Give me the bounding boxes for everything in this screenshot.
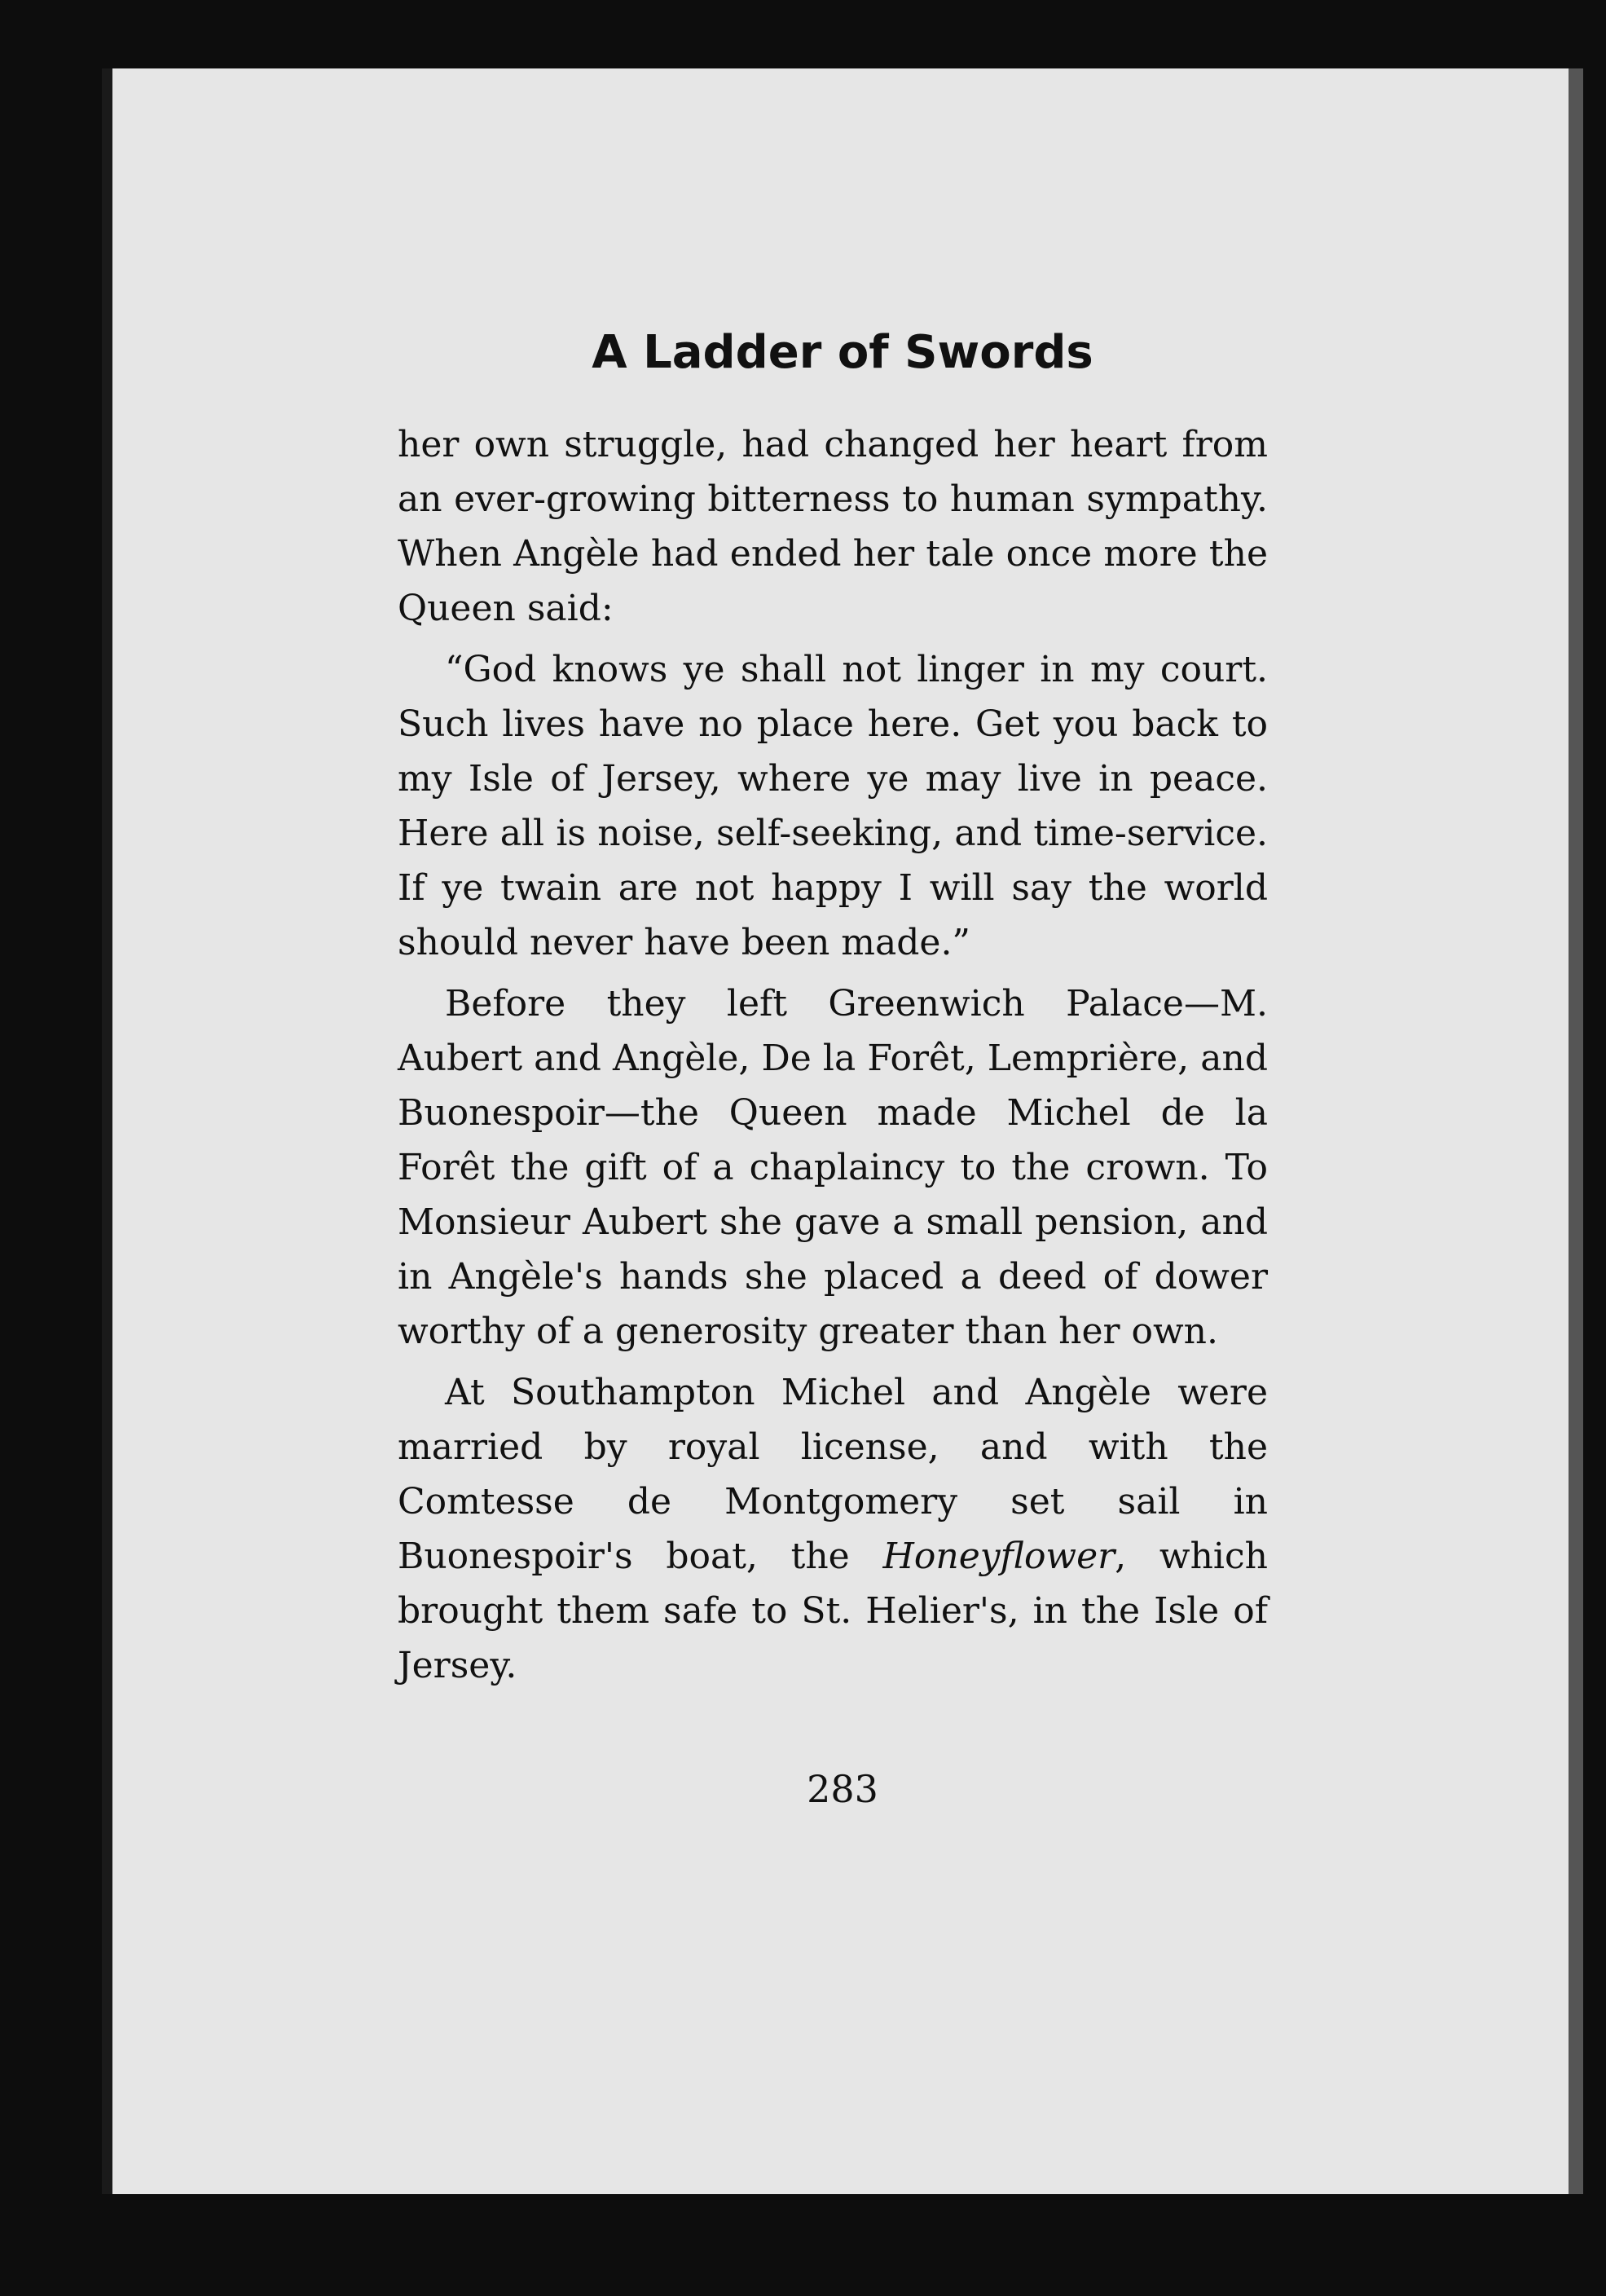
ship-name: Honeyflower xyxy=(882,1536,1115,1577)
paragraph-4 xyxy=(398,1365,1268,1693)
body-text xyxy=(398,417,1268,1699)
running-head: A Ladder of Swords xyxy=(592,326,1093,379)
page-number: 283 xyxy=(807,1767,878,1811)
page-edge xyxy=(1569,68,1583,2194)
paragraph-4-text-end: , which brought them safe to St. Helier's, in the Isle of Jersey. xyxy=(398,1536,1268,1686)
paragraph-1: her own struggle, had changed her heart from an ever-growing bitterness to human sympathy. When Angèle had ended her tale once more the Queen said: xyxy=(398,424,1268,629)
paragraph-2: “God knows ye shall not linger in my court. Such lives have no place here. Get you back to my Isle of Jersey, where ye may live in peace. Here all is noise, self-seeking, and time-service. If ye twain are not happy I will say the world should never have been made.” xyxy=(398,649,1268,963)
paragraph-4-text-start: At Southampton Michel and Angèle were married by royal license, and with the Comtesse de Montgomery set sail in Buonespoir's boat, the xyxy=(398,1372,1268,1577)
paragraph-3: Before they left Greenwich Palace—M. Aubert and Angèle, De la Forêt, Lemprière, and Buonespoir—the Queen made Michel de la Forêt the gift of a chaplaincy to the crown. To Monsieur Aubert she gave a small pension, and in Angèle's hands she placed a deed of dower worthy of a generosity greater than her own. xyxy=(398,983,1268,1352)
